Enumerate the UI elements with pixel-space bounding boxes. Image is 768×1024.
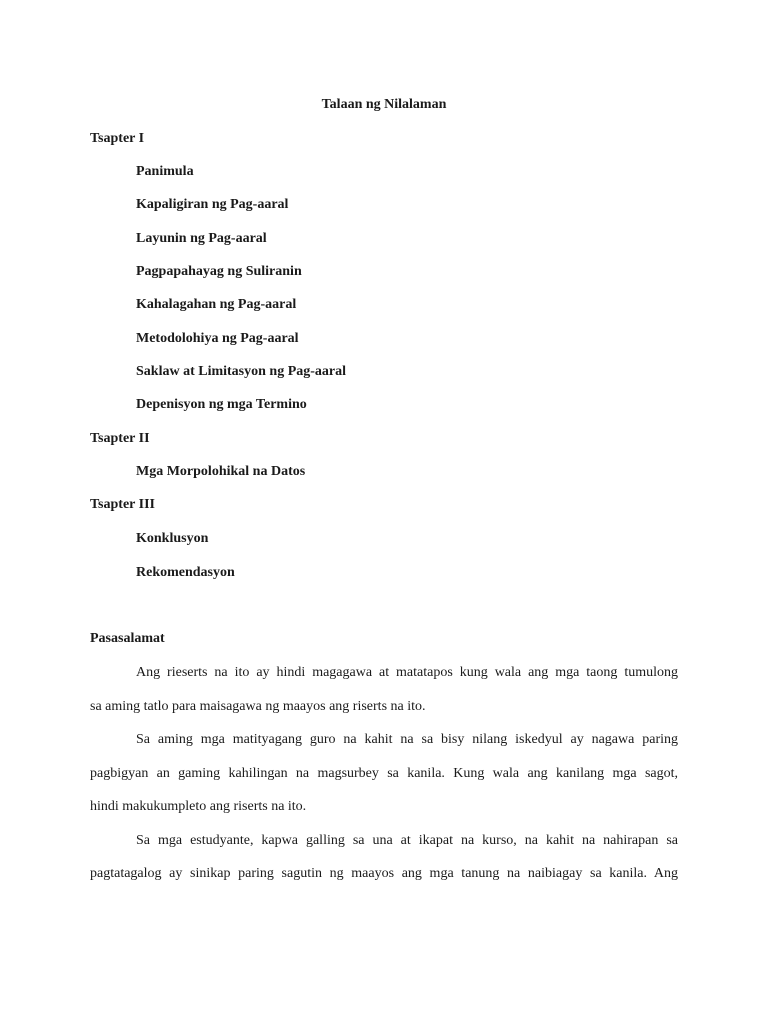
chapter-heading: Tsapter II [90,431,150,446]
toc-item: Pagpapahayag ng Suliranin [136,264,302,279]
paragraph-line: Ang rieserts na ito ay hindi magagawa at matatapos kung wala ang mga taong tumulong [136,665,678,680]
toc-item: Panimula [136,164,194,179]
toc-item: Rekomendasyon [136,565,235,580]
paragraph-line: pagtatagalog ay sinikap paring sagutin ng maayos ang mga tanung na naibiagay sa kanila. Ang [90,866,678,881]
toc-item: Mga Morpolohikal na Datos [136,464,306,479]
page-title: Talaan ng Nilalaman [321,97,447,112]
paragraph-line: Sa aming mga matityagang guro na kahit na sa bisy nilang iskedyul ay nagawa paring [136,732,678,747]
chapter-heading: Tsapter III [90,497,155,512]
chapter-heading: Tsapter I [90,131,145,146]
paragraph-line: hindi makukumpleto ang riserts na ito. [90,799,307,814]
paragraph-line: pagbigyan an gaming kahilingan na magsurbey sa kanila. Kung wala ang kanilang mga sagot, [90,766,678,781]
paragraph-line: sa aming tatlo para maisagawa ng maayos ang riserts na ito. [90,699,426,714]
toc-item: Layunin ng Pag-aaral [136,231,267,246]
toc-item: Depenisyon ng mga Termino [136,397,307,412]
toc-item: Metodolohiya ng Pag-aaral [136,331,299,346]
paragraph-line: Sa mga estudyante, kapwa galling sa una at ikapat na kurso, na kahit na nahirapan sa [136,833,678,848]
toc-item: Kapaligiran ng Pag-aaral [136,197,289,212]
toc-item: Kahalagahan ng Pag-aaral [136,297,297,312]
toc-item: Konklusyon [136,531,209,546]
section-heading: Pasasalamat [90,631,165,646]
toc-item: Saklaw at Limitasyon ng Pag-aaral [136,364,347,379]
